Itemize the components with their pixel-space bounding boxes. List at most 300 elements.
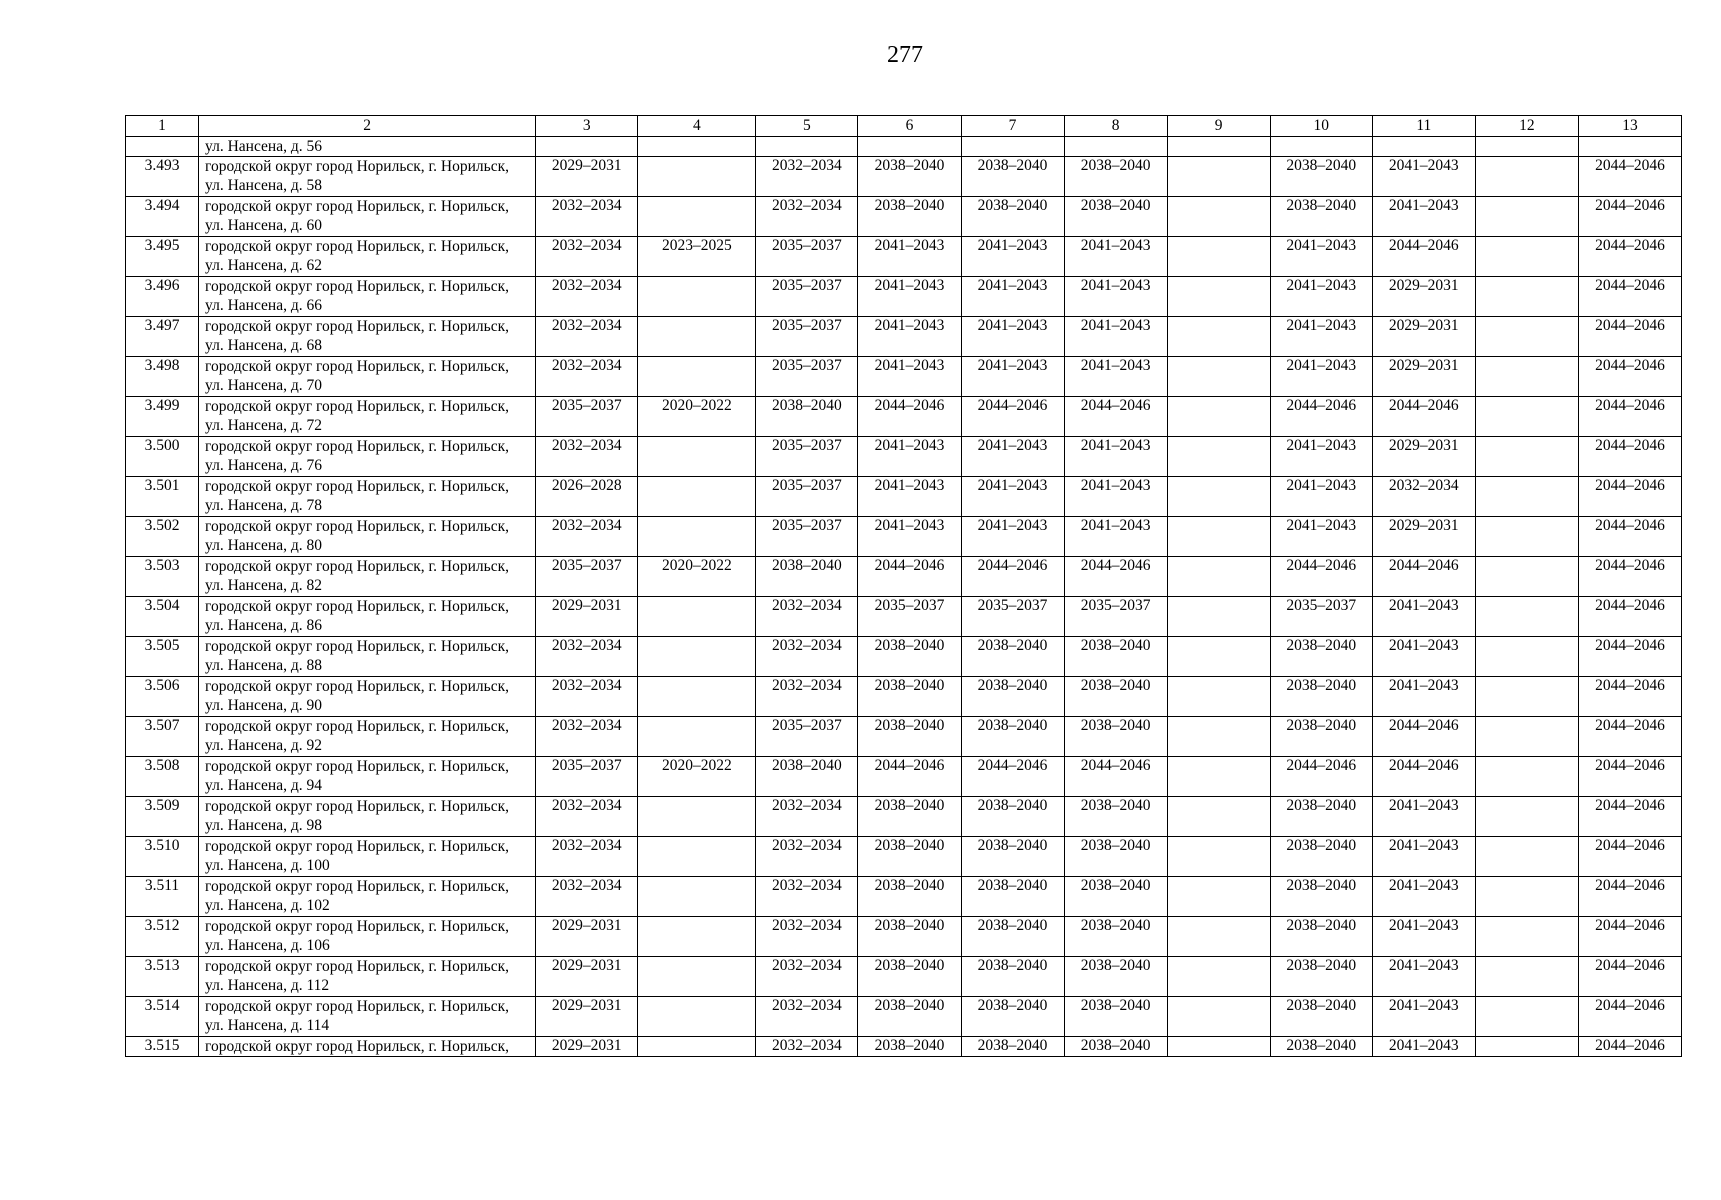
period-cell-c11: 2041–2043 xyxy=(1372,1037,1475,1057)
period-cell-c8: 2041–2043 xyxy=(1064,437,1167,477)
period-cell-c6: 2038–2040 xyxy=(858,877,961,917)
row-number-cell: 3.514 xyxy=(126,997,199,1037)
period-cell-c7: 2038–2040 xyxy=(961,1037,1064,1057)
period-cell-c10: 2041–2043 xyxy=(1270,477,1372,517)
period-cell-c5: 2032–2034 xyxy=(756,157,858,197)
address-cell: городской округ город Норильск, г. Норильск, ул. Нансена, д. 68 xyxy=(199,317,536,357)
period-cell-c13: 2044–2046 xyxy=(1578,957,1681,997)
period-cell-c9 xyxy=(1167,1037,1270,1057)
period-cell-c8: 2041–2043 xyxy=(1064,277,1167,317)
period-cell-c8: 2044–2046 xyxy=(1064,397,1167,437)
column-header-3: 3 xyxy=(536,116,638,137)
period-cell-c13: 2044–2046 xyxy=(1578,917,1681,957)
period-cell-c7: 2044–2046 xyxy=(961,397,1064,437)
column-header-2: 2 xyxy=(199,116,536,137)
period-cell-c13: 2044–2046 xyxy=(1578,277,1681,317)
period-cell-c10: 2044–2046 xyxy=(1270,757,1372,797)
page-number: 277 xyxy=(887,42,923,68)
row-number-cell: 3.500 xyxy=(126,437,199,477)
period-cell-c4 xyxy=(638,637,756,677)
period-cell-c13: 2044–2046 xyxy=(1578,557,1681,597)
period-cell-c6: 2038–2040 xyxy=(858,997,961,1037)
period-cell-c10: 2038–2040 xyxy=(1270,957,1372,997)
row-number-cell: 3.510 xyxy=(126,837,199,877)
period-cell-c8: 2044–2046 xyxy=(1064,757,1167,797)
period-cell-c10: 2038–2040 xyxy=(1270,157,1372,197)
period-cell-c11: 2041–2043 xyxy=(1372,797,1475,837)
period-cell-c4 xyxy=(638,677,756,717)
period-cell-c13: 2044–2046 xyxy=(1578,677,1681,717)
period-cell-c13: 2044–2046 xyxy=(1578,717,1681,757)
address-cell: городской округ город Норильск, г. Норильск, ул. Нансена, д. 70 xyxy=(199,357,536,397)
period-cell-c10: 2041–2043 xyxy=(1270,317,1372,357)
row-number-cell: 3.495 xyxy=(126,237,199,277)
period-cell-c9 xyxy=(1167,477,1270,517)
period-cell-c7: 2038–2040 xyxy=(961,797,1064,837)
period-cell-c8: 2038–2040 xyxy=(1064,637,1167,677)
table-row xyxy=(126,877,1682,917)
period-cell-c11: 2044–2046 xyxy=(1372,237,1475,277)
table-row xyxy=(126,757,1682,797)
row-number-cell: 3.499 xyxy=(126,397,199,437)
column-header-4: 4 xyxy=(638,116,756,137)
period-cell-c13: 2044–2046 xyxy=(1578,877,1681,917)
period-cell-c6: 2041–2043 xyxy=(858,477,961,517)
period-cell-c6: 2038–2040 xyxy=(858,157,961,197)
period-cell-c12 xyxy=(1475,277,1578,317)
column-header-11: 11 xyxy=(1372,116,1475,137)
period-cell-c10: 2041–2043 xyxy=(1270,437,1372,477)
period-cell-c6: 2035–2037 xyxy=(858,597,961,637)
period-cell-c12 xyxy=(1475,1037,1578,1057)
table-row xyxy=(126,237,1682,277)
period-cell-c9 xyxy=(1167,997,1270,1037)
period-cell-c8: 2038–2040 xyxy=(1064,677,1167,717)
address-cell: городской округ город Норильск, г. Норильск, ул. Нансена, д. 86 xyxy=(199,597,536,637)
period-cell-c9 xyxy=(1167,237,1270,277)
period-cell-c12 xyxy=(1475,837,1578,877)
period-cell-c13: 2044–2046 xyxy=(1578,1037,1681,1057)
period-cell-c4 xyxy=(638,317,756,357)
period-cell-c7: 2041–2043 xyxy=(961,237,1064,277)
row-number-cell: 3.503 xyxy=(126,557,199,597)
period-cell-c4 xyxy=(638,797,756,837)
period-cell-c12 xyxy=(1475,637,1578,677)
period-cell-c8 xyxy=(1064,137,1167,157)
period-cell-c5: 2032–2034 xyxy=(756,917,858,957)
period-cell-c13: 2044–2046 xyxy=(1578,157,1681,197)
period-cell-c7: 2041–2043 xyxy=(961,277,1064,317)
row-number-cell: 3.509 xyxy=(126,797,199,837)
period-cell-c11: 2041–2043 xyxy=(1372,997,1475,1037)
period-cell-c4 xyxy=(638,837,756,877)
address-cell: городской округ город Норильск, г. Норильск, ул. Нансена, д. 112 xyxy=(199,957,536,997)
period-cell-c12 xyxy=(1475,957,1578,997)
period-cell-c7: 2038–2040 xyxy=(961,157,1064,197)
period-cell-c10: 2038–2040 xyxy=(1270,837,1372,877)
period-cell-c10: 2041–2043 xyxy=(1270,237,1372,277)
period-cell-c5: 2032–2034 xyxy=(756,197,858,237)
period-cell-c13: 2044–2046 xyxy=(1578,197,1681,237)
schedule-table xyxy=(125,115,1682,1057)
period-cell-c10: 2041–2043 xyxy=(1270,517,1372,557)
period-cell-c4: 2020–2022 xyxy=(638,557,756,597)
period-cell-c13: 2044–2046 xyxy=(1578,437,1681,477)
row-number-cell: 3.498 xyxy=(126,357,199,397)
period-cell-c10: 2038–2040 xyxy=(1270,717,1372,757)
period-cell-c7: 2038–2040 xyxy=(961,637,1064,677)
period-cell-c3: 2029–2031 xyxy=(536,997,638,1037)
period-cell-c9 xyxy=(1167,597,1270,637)
period-cell-c12 xyxy=(1475,357,1578,397)
table-row xyxy=(126,997,1682,1037)
period-cell-c4 xyxy=(638,277,756,317)
table-header xyxy=(126,116,1682,137)
period-cell-c10: 2038–2040 xyxy=(1270,917,1372,957)
period-cell-c6: 2044–2046 xyxy=(858,757,961,797)
row-number-cell: 3.506 xyxy=(126,677,199,717)
row-number-cell: 3.512 xyxy=(126,917,199,957)
period-cell-c12 xyxy=(1475,437,1578,477)
period-cell-c5: 2032–2034 xyxy=(756,637,858,677)
row-number-cell xyxy=(126,137,199,157)
period-cell-c11: 2044–2046 xyxy=(1372,757,1475,797)
period-cell-c8: 2038–2040 xyxy=(1064,197,1167,237)
period-cell-c6: 2038–2040 xyxy=(858,717,961,757)
period-cell-c5: 2035–2037 xyxy=(756,277,858,317)
period-cell-c11: 2041–2043 xyxy=(1372,157,1475,197)
period-cell-c3: 2029–2031 xyxy=(536,157,638,197)
address-cell: городской округ город Норильск, г. Норильск, ул. Нансена, д. 90 xyxy=(199,677,536,717)
table-row xyxy=(126,557,1682,597)
period-cell-c4: 2023–2025 xyxy=(638,237,756,277)
row-number-cell: 3.508 xyxy=(126,757,199,797)
address-cell: городской округ город Норильск, г. Норильск, ул. Нансена, д. 100 xyxy=(199,837,536,877)
period-cell-c5: 2035–2037 xyxy=(756,437,858,477)
period-cell-c12 xyxy=(1475,917,1578,957)
period-cell-c3: 2032–2034 xyxy=(536,437,638,477)
period-cell-c6: 2038–2040 xyxy=(858,637,961,677)
column-header-12: 12 xyxy=(1475,116,1578,137)
table-row xyxy=(126,957,1682,997)
period-cell-c11: 2044–2046 xyxy=(1372,397,1475,437)
table-row xyxy=(126,317,1682,357)
period-cell-c5: 2032–2034 xyxy=(756,677,858,717)
period-cell-c7: 2038–2040 xyxy=(961,197,1064,237)
period-cell-c5: 2032–2034 xyxy=(756,997,858,1037)
period-cell-c3: 2029–2031 xyxy=(536,957,638,997)
address-cell: городской округ город Норильск, г. Норильск, xyxy=(199,1037,536,1057)
period-cell-c6: 2038–2040 xyxy=(858,677,961,717)
period-cell-c13: 2044–2046 xyxy=(1578,837,1681,877)
period-cell-c9 xyxy=(1167,637,1270,677)
period-cell-c8: 2038–2040 xyxy=(1064,997,1167,1037)
period-cell-c12 xyxy=(1475,997,1578,1037)
period-cell-c7: 2041–2043 xyxy=(961,317,1064,357)
period-cell-c8: 2041–2043 xyxy=(1064,517,1167,557)
period-cell-c11: 2041–2043 xyxy=(1372,837,1475,877)
column-header-5: 5 xyxy=(756,116,858,137)
period-cell-c9 xyxy=(1167,677,1270,717)
table-row xyxy=(126,437,1682,477)
table-row xyxy=(126,197,1682,237)
address-cell: городской округ город Норильск, г. Норильск, ул. Нансена, д. 114 xyxy=(199,997,536,1037)
period-cell-c10: 2035–2037 xyxy=(1270,597,1372,637)
address-cell: городской округ город Норильск, г. Норильск, ул. Нансена, д. 102 xyxy=(199,877,536,917)
period-cell-c8: 2041–2043 xyxy=(1064,357,1167,397)
period-cell-c7: 2038–2040 xyxy=(961,717,1064,757)
period-cell-c5: 2032–2034 xyxy=(756,957,858,997)
period-cell-c3: 2032–2034 xyxy=(536,837,638,877)
period-cell-c6: 2038–2040 xyxy=(858,797,961,837)
period-cell-c3: 2032–2034 xyxy=(536,317,638,357)
address-cell: городской округ город Норильск, г. Норильск, ул. Нансена, д. 80 xyxy=(199,517,536,557)
address-cell: городской округ город Норильск, г. Норильск, ул. Нансена, д. 78 xyxy=(199,477,536,517)
period-cell-c10: 2038–2040 xyxy=(1270,997,1372,1037)
period-cell-c7 xyxy=(961,137,1064,157)
period-cell-c11: 2029–2031 xyxy=(1372,517,1475,557)
period-cell-c9 xyxy=(1167,917,1270,957)
period-cell-c7: 2041–2043 xyxy=(961,477,1064,517)
period-cell-c3: 2032–2034 xyxy=(536,277,638,317)
table-row xyxy=(126,837,1682,877)
period-cell-c4 xyxy=(638,197,756,237)
period-cell-c9 xyxy=(1167,877,1270,917)
period-cell-c5: 2032–2034 xyxy=(756,597,858,637)
column-header-10: 10 xyxy=(1270,116,1372,137)
period-cell-c5: 2035–2037 xyxy=(756,357,858,397)
address-cell: ул. Нансена, д. 56 xyxy=(199,137,536,157)
period-cell-c13 xyxy=(1578,137,1681,157)
period-cell-c3: 2032–2034 xyxy=(536,237,638,277)
period-cell-c9 xyxy=(1167,437,1270,477)
period-cell-c4 xyxy=(638,357,756,397)
period-cell-c13: 2044–2046 xyxy=(1578,997,1681,1037)
period-cell-c6: 2041–2043 xyxy=(858,517,961,557)
column-header-8: 8 xyxy=(1064,116,1167,137)
address-cell: городской округ город Норильск, г. Норильск, ул. Нансена, д. 62 xyxy=(199,237,536,277)
period-cell-c12 xyxy=(1475,757,1578,797)
period-cell-c6: 2038–2040 xyxy=(858,957,961,997)
period-cell-c11: 2041–2043 xyxy=(1372,677,1475,717)
period-cell-c12 xyxy=(1475,717,1578,757)
period-cell-c8: 2038–2040 xyxy=(1064,797,1167,837)
period-cell-c6 xyxy=(858,137,961,157)
period-cell-c11: 2032–2034 xyxy=(1372,477,1475,517)
row-number-cell: 3.507 xyxy=(126,717,199,757)
period-cell-c9 xyxy=(1167,717,1270,757)
address-cell: городской округ город Норильск, г. Норильск, ул. Нансена, д. 106 xyxy=(199,917,536,957)
period-cell-c3: 2029–2031 xyxy=(536,917,638,957)
period-cell-c9 xyxy=(1167,517,1270,557)
period-cell-c8: 2038–2040 xyxy=(1064,157,1167,197)
period-cell-c6: 2038–2040 xyxy=(858,837,961,877)
period-cell-c11 xyxy=(1372,137,1475,157)
period-cell-c5: 2035–2037 xyxy=(756,717,858,757)
row-number-cell: 3.504 xyxy=(126,597,199,637)
period-cell-c11: 2044–2046 xyxy=(1372,557,1475,597)
period-cell-c12 xyxy=(1475,877,1578,917)
period-cell-c10: 2038–2040 xyxy=(1270,637,1372,677)
period-cell-c3: 2032–2034 xyxy=(536,797,638,837)
period-cell-c6: 2041–2043 xyxy=(858,277,961,317)
period-cell-c10: 2041–2043 xyxy=(1270,277,1372,317)
period-cell-c8: 2038–2040 xyxy=(1064,877,1167,917)
period-cell-c9 xyxy=(1167,197,1270,237)
period-cell-c8: 2044–2046 xyxy=(1064,557,1167,597)
period-cell-c4 xyxy=(638,957,756,997)
period-cell-c12 xyxy=(1475,557,1578,597)
period-cell-c13: 2044–2046 xyxy=(1578,757,1681,797)
period-cell-c3: 2032–2034 xyxy=(536,357,638,397)
table-row xyxy=(126,917,1682,957)
period-cell-c6: 2038–2040 xyxy=(858,197,961,237)
period-cell-c13: 2044–2046 xyxy=(1578,797,1681,837)
row-number-cell: 3.493 xyxy=(126,157,199,197)
period-cell-c8: 2038–2040 xyxy=(1064,837,1167,877)
period-cell-c9 xyxy=(1167,397,1270,437)
period-cell-c9 xyxy=(1167,137,1270,157)
period-cell-c11: 2044–2046 xyxy=(1372,717,1475,757)
period-cell-c13: 2044–2046 xyxy=(1578,597,1681,637)
period-cell-c3: 2032–2034 xyxy=(536,877,638,917)
period-cell-c11: 2041–2043 xyxy=(1372,597,1475,637)
period-cell-c12 xyxy=(1475,677,1578,717)
row-number-cell: 3.515 xyxy=(126,1037,199,1057)
period-cell-c13: 2044–2046 xyxy=(1578,237,1681,277)
period-cell-c3: 2029–2031 xyxy=(536,597,638,637)
table-row-continuation xyxy=(126,137,1682,157)
period-cell-c12 xyxy=(1475,137,1578,157)
period-cell-c4 xyxy=(638,877,756,917)
table-row xyxy=(126,397,1682,437)
period-cell-c4 xyxy=(638,717,756,757)
period-cell-c12 xyxy=(1475,317,1578,357)
period-cell-c3: 2029–2031 xyxy=(536,1037,638,1057)
period-cell-c5: 2035–2037 xyxy=(756,317,858,357)
period-cell-c7: 2038–2040 xyxy=(961,997,1064,1037)
period-cell-c5: 2032–2034 xyxy=(756,837,858,877)
period-cell-c4 xyxy=(638,157,756,197)
period-cell-c6: 2041–2043 xyxy=(858,357,961,397)
address-cell: городской округ город Норильск, г. Норильск, ул. Нансена, д. 76 xyxy=(199,437,536,477)
period-cell-c6: 2038–2040 xyxy=(858,917,961,957)
period-cell-c3: 2032–2034 xyxy=(536,517,638,557)
period-cell-c7: 2035–2037 xyxy=(961,597,1064,637)
address-cell: городской округ город Норильск, г. Норильск, ул. Нансена, д. 98 xyxy=(199,797,536,837)
period-cell-c11: 2041–2043 xyxy=(1372,917,1475,957)
address-cell: городской округ город Норильск, г. Норильск, ул. Нансена, д. 82 xyxy=(199,557,536,597)
period-cell-c8: 2041–2043 xyxy=(1064,477,1167,517)
period-cell-c10: 2041–2043 xyxy=(1270,357,1372,397)
period-cell-c12 xyxy=(1475,797,1578,837)
period-cell-c10 xyxy=(1270,137,1372,157)
column-header-6: 6 xyxy=(858,116,961,137)
table-row xyxy=(126,517,1682,557)
period-cell-c13: 2044–2046 xyxy=(1578,637,1681,677)
period-cell-c6: 2038–2040 xyxy=(858,1037,961,1057)
period-cell-c13: 2044–2046 xyxy=(1578,397,1681,437)
period-cell-c8: 2041–2043 xyxy=(1064,317,1167,357)
period-cell-c9 xyxy=(1167,357,1270,397)
table-row xyxy=(126,157,1682,197)
period-cell-c6: 2041–2043 xyxy=(858,437,961,477)
period-cell-c11: 2041–2043 xyxy=(1372,637,1475,677)
row-number-cell: 3.505 xyxy=(126,637,199,677)
period-cell-c9 xyxy=(1167,837,1270,877)
period-cell-c3 xyxy=(536,137,638,157)
period-cell-c11: 2029–2031 xyxy=(1372,437,1475,477)
address-cell: городской округ город Норильск, г. Норильск, ул. Нансена, д. 88 xyxy=(199,637,536,677)
period-cell-c10: 2044–2046 xyxy=(1270,557,1372,597)
period-cell-c13: 2044–2046 xyxy=(1578,517,1681,557)
row-number-cell: 3.511 xyxy=(126,877,199,917)
period-cell-c5 xyxy=(756,137,858,157)
period-cell-c7: 2038–2040 xyxy=(961,877,1064,917)
period-cell-c8: 2038–2040 xyxy=(1064,957,1167,997)
period-cell-c4 xyxy=(638,997,756,1037)
period-cell-c10: 2038–2040 xyxy=(1270,677,1372,717)
period-cell-c7: 2041–2043 xyxy=(961,517,1064,557)
period-cell-c13: 2044–2046 xyxy=(1578,357,1681,397)
period-cell-c8: 2035–2037 xyxy=(1064,597,1167,637)
period-cell-c5: 2035–2037 xyxy=(756,237,858,277)
period-cell-c12 xyxy=(1475,517,1578,557)
period-cell-c5: 2035–2037 xyxy=(756,477,858,517)
row-number-cell: 3.496 xyxy=(126,277,199,317)
table-row xyxy=(126,677,1682,717)
period-cell-c3: 2035–2037 xyxy=(536,757,638,797)
period-cell-c6: 2041–2043 xyxy=(858,237,961,277)
table-row-last xyxy=(126,1037,1682,1057)
period-cell-c11: 2029–2031 xyxy=(1372,317,1475,357)
period-cell-c8: 2041–2043 xyxy=(1064,237,1167,277)
period-cell-c13: 2044–2046 xyxy=(1578,317,1681,357)
row-number-cell: 3.502 xyxy=(126,517,199,557)
period-cell-c12 xyxy=(1475,157,1578,197)
table-row xyxy=(126,717,1682,757)
period-cell-c4 xyxy=(638,917,756,957)
period-cell-c4 xyxy=(638,1037,756,1057)
period-cell-c4 xyxy=(638,597,756,637)
row-number-cell: 3.497 xyxy=(126,317,199,357)
address-cell: городской округ город Норильск, г. Норильск, ул. Нансена, д. 92 xyxy=(199,717,536,757)
period-cell-c7: 2038–2040 xyxy=(961,917,1064,957)
period-cell-c10: 2044–2046 xyxy=(1270,397,1372,437)
period-cell-c12 xyxy=(1475,237,1578,277)
table-row xyxy=(126,477,1682,517)
period-cell-c3: 2032–2034 xyxy=(536,637,638,677)
period-cell-c7: 2038–2040 xyxy=(961,677,1064,717)
period-cell-c7: 2044–2046 xyxy=(961,757,1064,797)
period-cell-c6: 2044–2046 xyxy=(858,397,961,437)
period-cell-c9 xyxy=(1167,317,1270,357)
header-row xyxy=(126,116,1682,137)
period-cell-c9 xyxy=(1167,557,1270,597)
period-cell-c6: 2041–2043 xyxy=(858,317,961,357)
period-cell-c12 xyxy=(1475,597,1578,637)
period-cell-c4 xyxy=(638,517,756,557)
period-cell-c8: 2038–2040 xyxy=(1064,1037,1167,1057)
period-cell-c5: 2032–2034 xyxy=(756,797,858,837)
period-cell-c12 xyxy=(1475,477,1578,517)
period-cell-c3: 2026–2028 xyxy=(536,477,638,517)
period-cell-c3: 2032–2034 xyxy=(536,197,638,237)
period-cell-c11: 2041–2043 xyxy=(1372,197,1475,237)
period-cell-c7: 2041–2043 xyxy=(961,437,1064,477)
address-cell: городской округ город Норильск, г. Норильск, ул. Нансена, д. 58 xyxy=(199,157,536,197)
period-cell-c9 xyxy=(1167,797,1270,837)
